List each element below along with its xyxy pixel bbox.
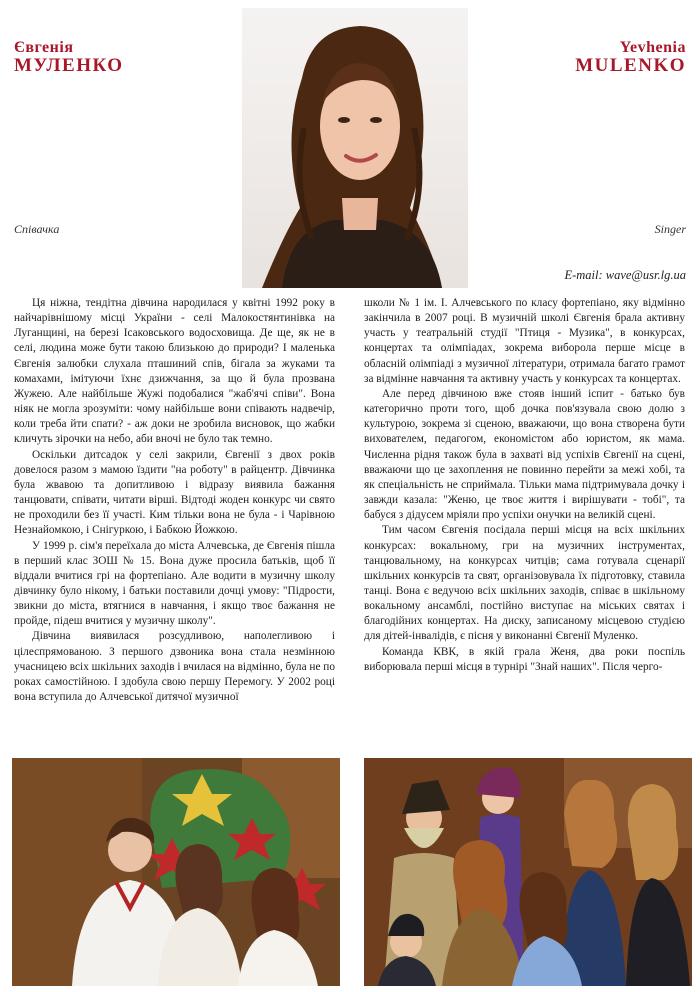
- group-photo-left-illustration: [12, 758, 340, 986]
- article-paragraph: У 1999 р. сім'я переїхала до міста Алчевська, де Євгенія пішла в перший клас ЗОШ № 15. Вона дуже просила батьків, щоб її віддали вчитися грі на фортепіано. Але водити в музичну школу дівчинку було нікому, і батьки поставили дочці умову: "Підрости, звикни до міста, втягнися в навчання, і якщо твоє бажання не пройде, підеш вчитися у музичну школу".: [14, 539, 335, 628]
- role-english: Singer: [654, 222, 686, 236]
- article-column-left: [14, 296, 335, 746]
- article-paragraph: Дівчина виявилася розсудливою, наполегливою і цілеспрямованою. З першого дзвоника вона стала незмінною учасницею всіх шкільних заходів і вчилася на відмінно, була не по роках самостійною. І здобула свою першу Перемогу. У 2002 році вона вступила до Алчевської дитячої музичної: [14, 630, 335, 704]
- article-paragraph: Але перед дівчиною вже стояв інший іспит - батько був категорично проти того, щоб дочка пов'язувала свою долю з культурою, зокрема зі сценою, вважаючи, що вона створена бути вихователем, педагогом, економістом або юристом, як мама. Численна рідня також була в захваті від успіхів Євгенії на сцені, вважаючи що це захоплення не повинно перейти за межі хобі, та як спеціальність не сприймала. Тільки мама підтримувала дочку і завжди казала: "Женю, це твоє життя і вирішувати - тобі", та бабуся з дідусем мріяли про успіхи онучки на великій сцені.: [364, 387, 685, 522]
- last-name-ukrainian: МУЛЕНКО: [14, 55, 124, 77]
- article-paragraph: Тим часом Євгенія посідала перші місця на всіх шкільних конкурсах: вокальному, гри на музичних інструментах, танцювальному, на конкурсах читців; сама готувала сценарії шкільних конкурсів та свят, організовувала їх підготовку, ставила танці. Вона є ведучою всіх шкільних заходів, співає в шкільному вокальному ансамблі, постійно виступає на міських святах і благодійних концертах. На диску, записаному місцевою студією для дітей-інвалідів, є пісня у виконанні Євгенії Муленко.: [364, 524, 685, 643]
- article-paragraph: Оскільки дитсадок у селі закрили, Євгенії з двох років довелося разом з мамою їздити "на роботу" в райцентр. Дівчинка була жвавою та допитливою і відразу виявила бажання танцювати, співати, читати вірші. Відтоді жоден конкурс чи свято не проходили без її участі. Ким тільки вона не була - і Чарівною Незнайомкою, і Снігуркою, і Бабкою Йожкою.: [14, 448, 335, 537]
- article-paragraph: Ця ніжна, тендітна дівчина народилася у квітні 1992 року в найчарівнішому місці України - селі Малокостянтинівка на Луганщині, на березі Ісаковського водосховища. Де ще, як не в селі, людина може бути такою близькою до природи? І маленька Євгенія залюбки слухала пташиний спів, бігала за жуками та комахами, імітуючи їхнє дзижчання, за що й була прозвана Жужею. Але найбільше Жужі подобалися "жаб'ячі співи". Вона ніяк не могла зрозуміти: чому найбільше вони співають надвечір, коли треба йти спати? - аж доки не зробила висновок, що жабки кличуть зірочки на небо, аби вночі не було так темно.: [14, 297, 335, 446]
- last-name-english: MULENKO: [575, 55, 686, 77]
- email-contact[interactable]: E-mail: wave@usr.lg.ua: [564, 268, 686, 282]
- article-paragraph: Команда КВК, в якій грала Женя, два роки поспіль виборювала перші місця в турнірі "Знай наших". Після черго-: [364, 645, 685, 673]
- article-column-right: [364, 296, 685, 746]
- group-photo-right: [364, 758, 692, 986]
- group-photo-left: [12, 758, 340, 986]
- role-ukrainian: Співачка: [14, 222, 60, 236]
- first-name-english: Yevhenia: [619, 39, 686, 56]
- group-photo-right-illustration: [364, 758, 692, 986]
- portrait-photo: [242, 8, 468, 288]
- name-block-english: [575, 40, 686, 76]
- first-name-ukrainian: Євгенія: [14, 39, 74, 56]
- article-paragraph: школи № 1 ім. І. Алчевського по класу фортепіано, яку відмінно закінчила в 2007 році. В музичній школі Євгенія брала активну участь у театральній студії "Птиця - Музика", в конкурсах, концертах та олімпіадах, зокрема виборола перше місце в обласній олімпіаді з музичної літератури, отримала багато грамот за відмінне навчання та активну участь у конкурсах та концертах.: [364, 297, 685, 385]
- portrait-illustration: [242, 8, 468, 288]
- name-block-ukrainian: [14, 40, 124, 76]
